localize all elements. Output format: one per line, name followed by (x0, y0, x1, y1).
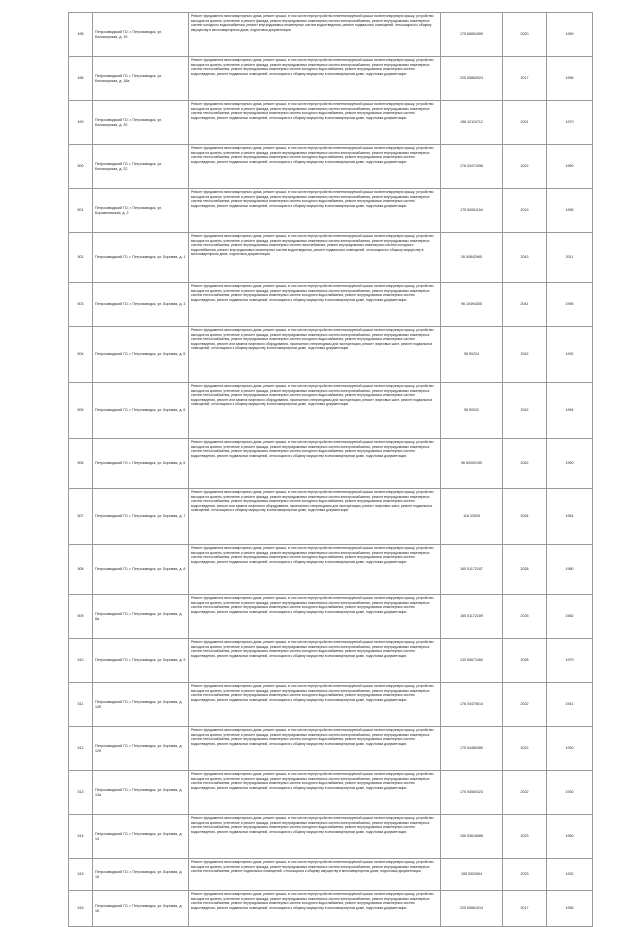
cost-cell: 156 53616886 (441, 815, 503, 859)
row-number-cell: 516 (69, 891, 93, 927)
works-list-cell: Ремонт фундамента многоквартирного дома, ремонт крыши, в том числе переустройство невентилируемой крыши на вентилируемую крышу, устройство выходов на кровлю, утепление и ремонт фасада, ремонт внутридомовых инженерных систем электроснабжения, ремонт внутридомовых инженерных систем теплоснабжения, ремонт внутридомовых инженерных систем холодного водоснабжения, ремонт внутридомовых инженерных систем водоотведения, ремонт или замена лифтового оборудования, признанного непригодным для эксплуатации, ремонт лифтовых шахт, ремонт подвальных помещений, относящихся к общему имуществу в многоквартирном доме, подготовка документации (189, 327, 441, 383)
works-list-cell: Ремонт фундамента многоквартирного дома, ремонт крыши, в том числе переустройство невентилируемой крыши на вентилируемую крышу, устройство выходов на кровлю, утепление и ремонт фасада, ремонт внутридомовых инженерных систем электроснабжения, ремонт внутридомовых инженерных систем теплоснабжения, ремонт внутридомовых инженерных систем холодного водоснабжения, ремонт внутридомовых инженерных систем водоотведения, ремонт подвальных помещений, относящихся к общему имуществу в многоквартирном доме, подготовка документации (189, 439, 441, 489)
planned-year-cell: 2042 (503, 383, 547, 439)
row-number-cell: 499 (69, 101, 93, 145)
register-page (68, 12, 592, 927)
build-year-cell: 2011 (547, 233, 593, 283)
row-number-cell: 506 (69, 439, 93, 489)
row-number-cell: 507 (69, 489, 93, 545)
works-list-cell: Ремонт фундамента многоквартирного дома, ремонт крыши, в том числе переустройство невентилируемой крыши на вентилируемую крышу, устройство выходов на кровлю, утепление и ремонт фасада, ремонт внутридомовых инженерных систем электроснабжения, ремонт внутридомовых инженерных систем теплоснабжения, ремонт внутридомовых инженерных систем холодного водоснабжения, ремонт внутридомовых инженерных систем водоотведения, ремонт подвальных помещений, относящихся к общему имуществу в многоквартирном доме, подготовка документации (189, 545, 441, 595)
cost-cell: 130 50671460 (441, 639, 503, 683)
address-cell: Петрозаводский ГО, г. Петрозаводск, ул. Боровая, д. 8 (93, 545, 189, 595)
table-row (69, 145, 593, 189)
planned-year-cell: 2022 (503, 683, 547, 727)
row-number-cell: 508 (69, 545, 93, 595)
works-list-cell: Ремонт фундамента многоквартирного дома, ремонт крыши, в том числе переустройство невентилируемой крыши на вентилируемую крышу, устройство выходов на кровлю, утепление и ремонт фасада, ремонт внутридомовых инженерных систем электроснабжения, ремонт внутридомовых инженерных систем теплоснабжения, ремонт внутридомовых инженерных систем холодного водоснабжения, ремонт внутридомовых инженерных систем водоотведения, ремонт подвальных помещений, относящихся к общему имуществу в многоквартирном доме, подготовка документации (189, 101, 441, 145)
build-year-cell: 1950 (547, 815, 593, 859)
cost-cell: 175 50061154 (441, 189, 503, 233)
row-number-cell: 513 (69, 771, 93, 815)
table-row (69, 859, 593, 891)
table-row (69, 815, 593, 859)
cost-cell: 225 50861014 (441, 891, 503, 927)
planned-year-cell: 2020 (503, 13, 547, 57)
works-list-cell: Ремонт фундамента многоквартирного дома, ремонт крыши, в том числе переустройство невентилируемой крыши на вентилируемую крышу, устройство выходов на кровлю, утепление и ремонт фасада, ремонт внутридомовых инженерных систем электроснабжения, ремонт внутридомовых инженерных систем теплоснабжения, ремонт внутридомовых инженерных систем холодного водоснабжения, ремонт внутридомовых инженерных систем водоотведения, ремонт подвальных помещений, относящихся к общему имуществу в многоквартирном доме, подготовка документации (189, 595, 441, 639)
planned-year-cell: 2028 (503, 639, 547, 683)
build-year-cell: 1959 (547, 13, 593, 57)
address-cell: Петрозаводский ГО, г. Петрозаводск, ул. Беломорская, д. 22 (93, 145, 189, 189)
cost-cell: 165 51172189 (441, 595, 503, 639)
table-row (69, 771, 593, 815)
table-body (69, 13, 593, 927)
planned-year-cell: 2025 (503, 595, 547, 639)
cost-cell: 158 42110712 (441, 101, 503, 145)
table-row (69, 595, 593, 639)
cost-cell: 96 50022 (441, 383, 503, 439)
planned-year-cell: 2022 (503, 727, 547, 771)
works-list-cell: Ремонт фундамента многоквартирного дома, ремонт крыши, в том числе переустройство невентилируемой крыши на вентилируемую крышу, устройство выходов на кровлю, утепление и ремонт фасада, ремонт внутридомовых инженерных систем электроснабжения, ремонт внутридомовых инженерных систем холодного водоснабжения, ремонт внутридомовых инженерных систем водоотведения, ремонт подвальных помещений, относящихся к общему имуществу в многоквартирном доме, подготовка документации (189, 13, 441, 57)
works-list-cell: Ремонт фундамента многоквартирного дома, ремонт крыши, в том числе переустройство невентилируемой крыши на вентилируемую крышу, устройство выходов на кровлю, утепление и ремонт фасада, ремонт внутридомовых инженерных систем электроснабжения, ремонт внутридомовых инженерных систем теплоснабжения, ремонт подвальных помещений, относящихся к общему имуществу в многоквартирном доме, подготовка документации (189, 859, 441, 891)
planned-year-cell: 2019 (503, 189, 547, 233)
address-cell: Петрозаводский ГО, г. Петрозаводск, ул. Боровая, д. 6 (93, 383, 189, 439)
build-year-cell: 1970 (547, 101, 593, 145)
build-year-cell: 1992 (547, 327, 593, 383)
planned-year-cell: 2021 (503, 101, 547, 145)
table-row (69, 891, 593, 927)
row-number-cell: 511 (69, 683, 93, 727)
build-year-cell: 1995 (547, 283, 593, 327)
planned-year-cell: 2022 (503, 771, 547, 815)
table-row (69, 57, 593, 101)
works-list-cell: Ремонт фундамента многоквартирного дома, ремонт крыши, в том числе переустройство невентилируемой крыши на вентилируемую крышу, устройство выходов на кровлю, утепление и ремонт фасада, ремонт внутридомовых инженерных систем электроснабжения, ремонт внутридомовых инженерных систем теплоснабжения, ремонт внутридомовых инженерных систем холодного водоснабжения, ремонт внутридомовых инженерных систем водоотведения, ремонт или замена лифтового оборудования, признанного непригодным для эксплуатации, ремонт лифтовых шахт, ремонт подвальных помещений, относящихся к общему имуществу в многоквартирном доме, подготовка документации (189, 489, 441, 545)
table-row (69, 639, 593, 683)
table-row (69, 727, 593, 771)
planned-year-cell: 2017 (503, 57, 547, 101)
planned-year-cell: 2043 (503, 233, 547, 283)
address-cell: Петрозаводский ГО, г. Петрозаводск, ул. Беломорская, д. 18а (93, 57, 189, 101)
row-number-cell: 503 (69, 283, 93, 327)
build-year-cell: 1932 (547, 859, 593, 891)
table-row (69, 683, 593, 727)
build-year-cell: 1969 (547, 145, 593, 189)
cost-cell: 96 10494305 (441, 283, 503, 327)
build-year-cell: 1981 (547, 489, 593, 545)
row-number-cell: 501 (69, 189, 93, 233)
build-year-cell: 1979 (547, 639, 593, 683)
works-list-cell: Ремонт фундамента многоквартирного дома, ремонт крыши, в том числе переустройство невентилируемой крыши на вентилируемую крышу, устройство выходов на кровлю, утепление и ремонт фасада, ремонт внутридомовых инженерных систем электроснабжения, ремонт внутридомовых инженерных систем теплоснабжения, ремонт внутридомовых инженерных систем холодного водоснабжения, ремонт внутридомовых инженерных систем водоотведения, ремонт подвальных помещений, относящихся к общему имуществу в многоквартирном доме, подготовка документации (189, 771, 441, 815)
row-number-cell: 510 (69, 639, 93, 683)
cost-cell: 175 54480480 (441, 727, 503, 771)
cost-cell: 96 50092155 (441, 439, 503, 489)
build-year-cell: 1930 (547, 727, 593, 771)
planned-year-cell: 2028 (503, 545, 547, 595)
cost-cell: 165 51172187 (441, 545, 503, 595)
planned-year-cell: 2042 (503, 327, 547, 383)
works-list-cell: Ремонт фундамента многоквартирного дома, ремонт крыши, в том числе переустройство невентилируемой крыши на вентилируемую крышу, устройство выходов на кровлю, утепление и ремонт фасада, ремонт внутридомовых инженерных систем электроснабжения, ремонт внутридомовых инженерных систем теплоснабжения, ремонт внутридомовых инженерных систем газоснабжения, ремонт внутридомовых инженерных систем холодного водоснабжения, ремонт внутридомовых инженерных систем водоотведения, ремонт подвальных помещений, относящихся к общему имуществу в многоквартирном доме, подготовка документации (189, 233, 441, 283)
works-list-cell: Ремонт фундамента многоквартирного дома, ремонт крыши, в том числе переустройство невентилируемой крыши на вентилируемую крышу, устройство выходов на кровлю, утепление и ремонт фасада, ремонт внутридомовых инженерных систем электроснабжения, ремонт внутридомовых инженерных систем теплоснабжения, ремонт внутридомовых инженерных систем холодного водоснабжения, ремонт внутридомовых инженерных систем водоотведения, ремонт подвальных помещений, относящихся к общему имуществу в многоквартирном доме, подготовка документации (189, 283, 441, 327)
planned-year-cell: 2034 (503, 489, 547, 545)
table-row (69, 13, 593, 57)
row-number-cell: 512 (69, 727, 93, 771)
row-number-cell: 514 (69, 815, 93, 859)
row-number-cell: 502 (69, 233, 93, 283)
cost-cell: 176 04470614 (441, 683, 503, 727)
address-cell: Петрозаводский ГО, г. Петрозаводск, ул. Боровая, д. 10б (93, 683, 189, 727)
cost-cell: 175 66651065 (441, 13, 503, 57)
table-row (69, 545, 593, 595)
table-row (69, 233, 593, 283)
address-cell: Петрозаводский ГО, г. Петрозаводск, ул. Боровая, д. 14 (93, 815, 189, 859)
cost-cell: 225 50860924 (441, 57, 503, 101)
address-cell: Петрозаводский ГО, г. Петрозаводск, ул. Боровая, д. 3 (93, 283, 189, 327)
cost-cell: 96 50224 (441, 327, 503, 383)
address-cell: Петрозаводский ГО, г. Петрозаводск, ул. Боровая, д. 13а (93, 771, 189, 815)
address-cell: Петрозаводский ГО, г. Петрозаводск, ул. Беломорская, д. 20 (93, 101, 189, 145)
planned-year-cell: 2022 (503, 145, 547, 189)
build-year-cell: 1994 (547, 383, 593, 439)
works-list-cell: Ремонт фундамента многоквартирного дома, ремонт крыши, в том числе переустройство невентилируемой крыши на вентилируемую крышу, устройство выходов на кровлю, утепление и ремонт фасада, ремонт внутридомовых инженерных систем электроснабжения, ремонт внутридомовых инженерных систем теплоснабжения, ремонт внутридомовых инженерных систем холодного водоснабжения, ремонт внутридомовых инженерных систем водоотведения, ремонт подвальных помещений, относящихся к общему имуществу в многоквартирном доме, подготовка документации (189, 727, 441, 771)
cost-cell: 175 54550423 (441, 771, 503, 815)
build-year-cell: 1990 (547, 439, 593, 489)
row-number-cell: 496 (69, 57, 93, 101)
planned-year-cell: 2042 (503, 439, 547, 489)
table-row (69, 383, 593, 439)
table-row (69, 283, 593, 327)
address-cell: Петрозаводский ГО, г. Петрозаводск, ул. Боровичевская, д. 2 (93, 189, 189, 233)
table-row (69, 101, 593, 145)
address-cell: Петрозаводский ГО, г. Петрозаводск, ул. Боровая, д. 5 (93, 327, 189, 383)
works-list-cell: Ремонт фундамента многоквартирного дома, ремонт крыши, в том числе переустройство невентилируемой крыши на вентилируемую крышу, устройство выходов на кровлю, утепление и ремонт фасада, ремонт внутридомовых инженерных систем электроснабжения, ремонт внутридомовых инженерных систем теплоснабжения, ремонт внутридомовых инженерных систем холодного водоснабжения, ремонт внутридомовых инженерных систем водоотведения, ремонт подвальных помещений, относящихся к общему имуществу в многоквартирном доме, подготовка документации (189, 145, 441, 189)
cost-cell: 26 50842965 (441, 233, 503, 283)
address-cell: Петрозаводский ГО, г. Петрозаводск, ул. Боровая, д. 6 (93, 439, 189, 489)
row-number-cell: 495 (69, 13, 93, 57)
table-row (69, 189, 593, 233)
row-number-cell: 515 (69, 859, 93, 891)
address-cell: Петрозаводский ГО, г. Петрозаводск, ул. Боровая, д. 12б (93, 727, 189, 771)
address-cell: Петрозаводский ГО, г. Петрозаводск, ул. Боровая, д. 7 (93, 489, 189, 545)
works-list-cell: Ремонт фундамента многоквартирного дома, ремонт крыши, в том числе переустройство невентилируемой крыши на вентилируемую крышу, устройство выходов на кровлю, утепление и ремонт фасада, ремонт внутридомовых инженерных систем электроснабжения, ремонт внутридомовых инженерных систем теплоснабжения, ремонт внутридомовых инженерных систем холодного водоснабжения, ремонт внутридомовых инженерных систем водоотведения, ремонт подвальных помещений, относящихся к общему имуществу в многоквартирном доме, подготовка документации (189, 815, 441, 859)
build-year-cell: 1980 (547, 545, 593, 595)
capital-repair-table (68, 12, 593, 927)
works-list-cell: Ремонт фундамента многоквартирного дома, ремонт крыши, в том числе переустройство невентилируемой крыши на вентилируемую крышу, устройство выходов на кровлю, утепление и ремонт фасада, ремонт внутридомовых инженерных систем электроснабжения, ремонт внутридомовых инженерных систем теплоснабжения, ремонт внутридомовых инженерных систем холодного водоснабжения, ремонт внутридомовых инженерных систем водоотведения, ремонт подвальных помещений, относящихся к общему имуществу в многоквартирном доме, подготовка документации (189, 189, 441, 233)
table-row (69, 489, 593, 545)
row-number-cell: 504 (69, 327, 93, 383)
address-cell: Петрозаводский ГО, г. Петрозаводск, ул. Боровая, д. 9 (93, 639, 189, 683)
address-cell: Петрозаводский ГО, г. Петрозаводск, ул. Боровая, д. 8а (93, 595, 189, 639)
row-number-cell: 509 (69, 595, 93, 639)
row-number-cell: 500 (69, 145, 93, 189)
build-year-cell: 1982 (547, 595, 593, 639)
address-cell: Петрозаводский ГО, г. Петрозаводск, ул. Боровая, д. 15 (93, 859, 189, 891)
build-year-cell: 1956 (547, 57, 593, 101)
build-year-cell: 1955 (547, 189, 593, 233)
row-number-cell: 505 (69, 383, 93, 439)
build-year-cell: 1930 (547, 771, 593, 815)
planned-year-cell: 2017 (503, 891, 547, 927)
cost-cell: 176 04471996 (441, 145, 503, 189)
planned-year-cell: 2023 (503, 815, 547, 859)
planned-year-cell: 2023 (503, 859, 547, 891)
table-row (69, 439, 593, 489)
table-row (69, 327, 593, 383)
address-cell: Петрозаводский ГО, г. Петрозаводск, ул. Беломорская, д. 15 (93, 13, 189, 57)
build-year-cell: 1956 (547, 891, 593, 927)
address-cell: Петрозаводский ГО, г. Петрозаводск, ул. Боровая, д. 1 (93, 233, 189, 283)
works-list-cell: Ремонт фундамента многоквартирного дома, ремонт крыши, в том числе переустройство невентилируемой крыши на вентилируемую крышу, устройство выходов на кровлю, утепление и ремонт фасада, ремонт внутридомовых инженерных систем электроснабжения, ремонт внутридомовых инженерных систем теплоснабжения, ремонт внутридомовых инженерных систем холодного водоснабжения, ремонт внутридомовых инженерных систем водоотведения, ремонт или замена лифтового оборудования, признанного непригодным для эксплуатации, ремонт лифтовых шахт, ремонт подвальных помещений, относящихся к общему имуществу в многоквартирном доме, подготовка документации (189, 383, 441, 439)
address-cell: Петрозаводский ГО, г. Петрозаводск, ул. Боровая, д. 16 (93, 891, 189, 927)
build-year-cell: 1941 (547, 683, 593, 727)
works-list-cell: Ремонт фундамента многоквартирного дома, ремонт крыши, в том числе переустройство невентилируемой крыши на вентилируемую крышу, устройство выходов на кровлю, утепление и ремонт фасада, ремонт внутридомовых инженерных систем электроснабжения, ремонт внутридомовых инженерных систем теплоснабжения, ремонт внутридомовых инженерных систем холодного водоснабжения, ремонт внутридомовых инженерных систем водоотведения, ремонт подвальных помещений, относящихся к общему имуществу в многоквартирном доме, подготовка документации (189, 57, 441, 101)
cost-cell: 116 33026 (441, 489, 503, 545)
works-list-cell: Ремонт фундамента многоквартирного дома, ремонт крыши, в том числе переустройство невентилируемой крыши на вентилируемую крышу, устройство выходов на кровлю, утепление и ремонт фасада, ремонт внутридомовых инженерных систем электроснабжения, ремонт внутридомовых инженерных систем теплоснабжения, ремонт внутридомовых инженерных систем холодного водоснабжения, ремонт внутридомовых инженерных систем водоотведения, ремонт подвальных помещений, относящихся к общему имуществу в многоквартирном доме, подготовка документации (189, 891, 441, 927)
works-list-cell: Ремонт фундамента многоквартирного дома, ремонт крыши, в том числе переустройство невентилируемой крыши на вентилируемую крышу, устройство выходов на кровлю, утепление и ремонт фасада, ремонт внутридомовых инженерных систем электроснабжения, ремонт внутридомовых инженерных систем теплоснабжения, ремонт внутридомовых инженерных систем холодного водоснабжения, ремонт внутридомовых инженерных систем водоотведения, ремонт подвальных помещений, относящихся к общему имуществу в многоквартирном доме, подготовка документации (189, 639, 441, 683)
works-list-cell: Ремонт фундамента многоквартирного дома, ремонт крыши, в том числе переустройство невентилируемой крыши на вентилируемую крышу, устройство выходов на кровлю, утепление и ремонт фасада, ремонт внутридомовых инженерных систем электроснабжения, ремонт внутридомовых инженерных систем теплоснабжения, ремонт внутридомовых инженерных систем холодного водоснабжения, ремонт внутридомовых инженерных систем водоотведения, ремонт подвальных помещений, относящихся к общему имуществу в многоквартирном доме, подготовка документации (189, 683, 441, 727)
planned-year-cell: 2041 (503, 283, 547, 327)
cost-cell: 155 5302694 (441, 859, 503, 891)
